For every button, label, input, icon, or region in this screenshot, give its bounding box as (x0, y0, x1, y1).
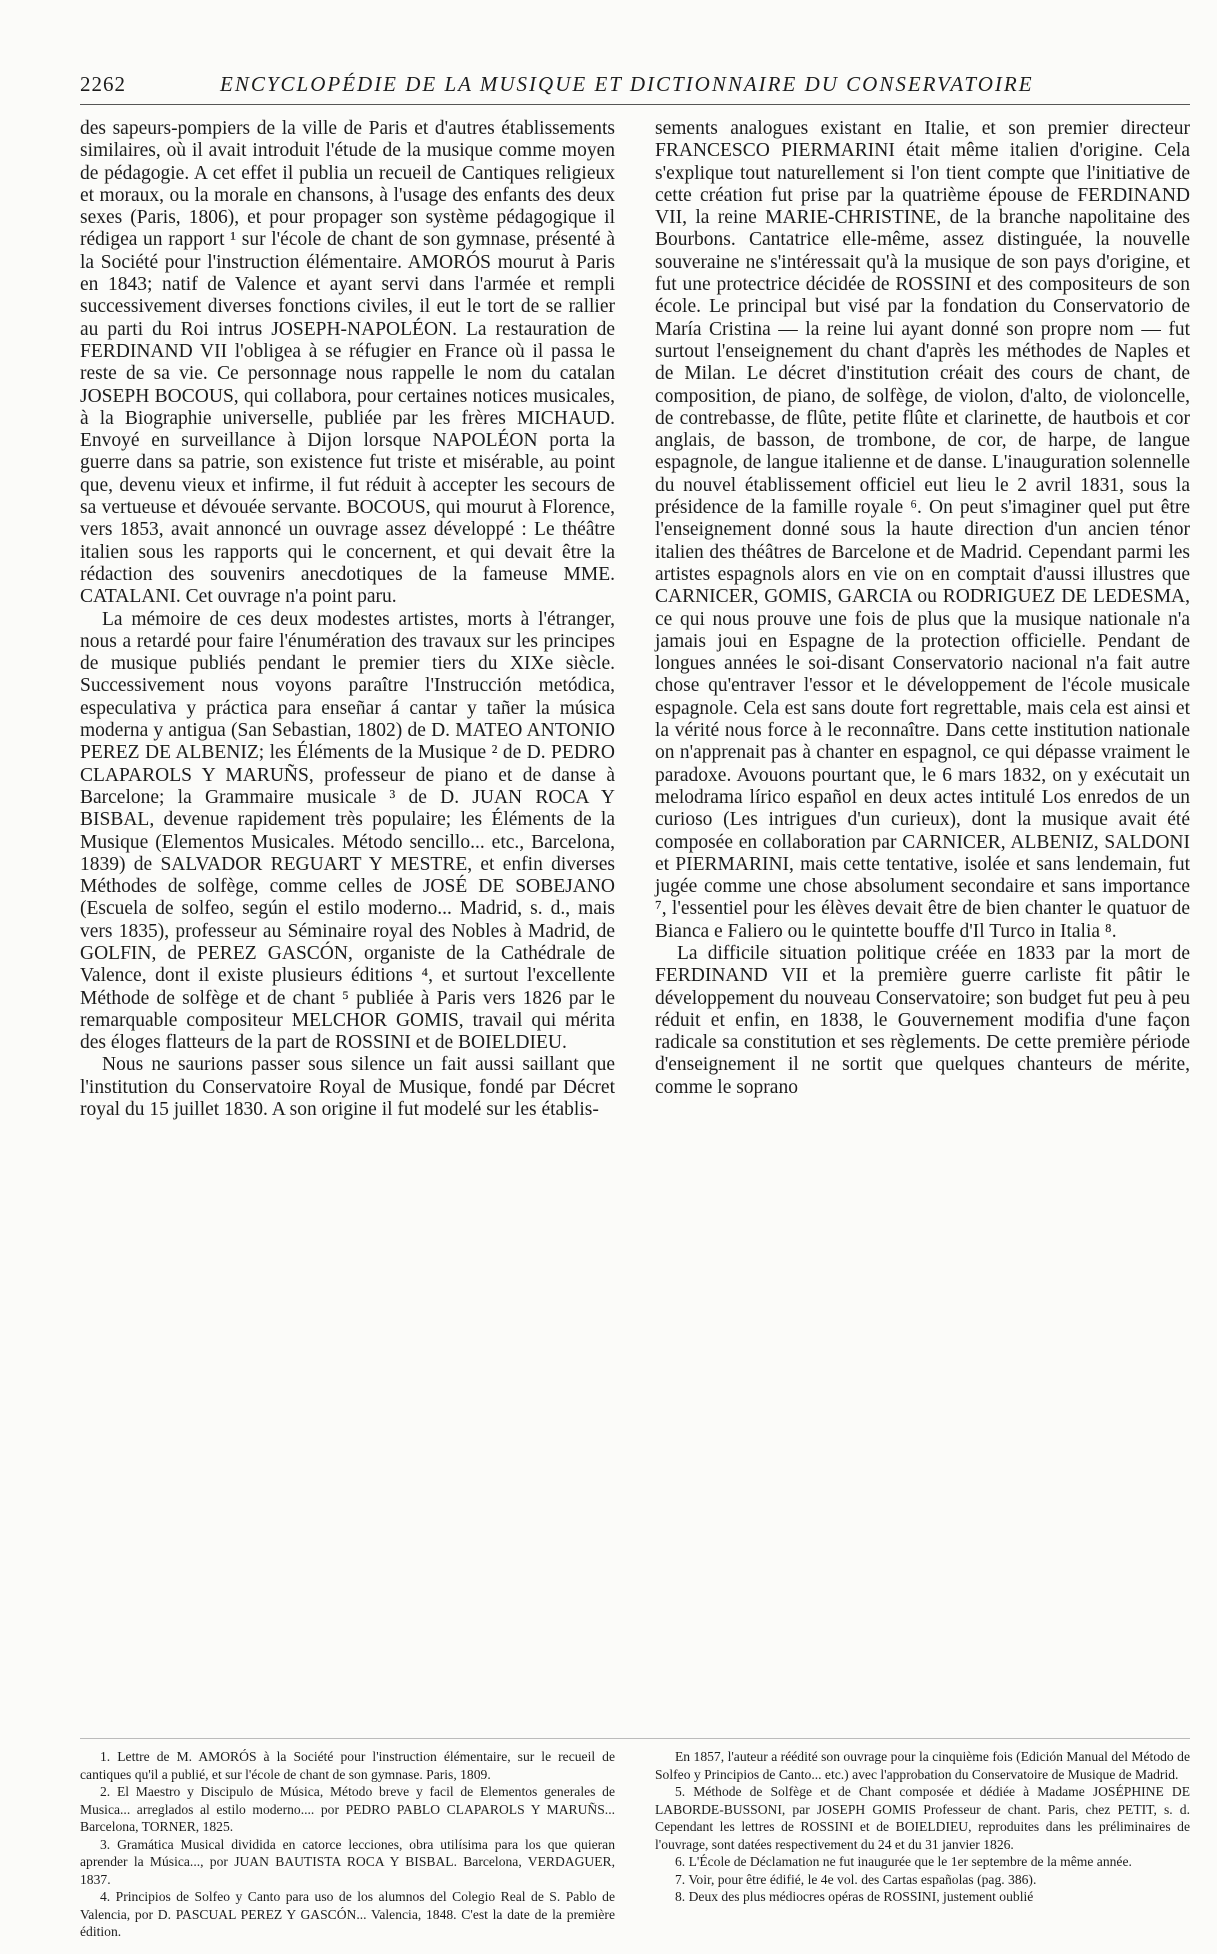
footnote: 6. L'École de Déclamation ne fut inaugurée que le 1er septembre de la même année. (675, 1854, 1132, 1869)
page-number: 2262 (80, 72, 126, 96)
left-column (80, 118, 615, 1121)
right-column (655, 118, 1190, 1099)
paragraph: La difficile situation politique créée en 1833 par la mort de FERDINAND VII et la première guerre carliste fit pâtir le développement du nouveau Conservatoire; son budget fut peu à peu réduit et enfin, en 1838, le Gouvernement modifia d'une façon radicale sa constitution et ses règlements. De cette première période d'enseignement il ne sortit que quelques chanteurs de mérite, comme le soprano (655, 942, 1190, 1098)
footnote: 5. Méthode de Solfège et de Chant composée et dédiée à Madame JOSÉPHINE DE LABORDE-BUSSONI, par JOSEPH GOMIS Professeur de chant. Paris, chez PETIT, s. d. Cependant les lettres de ROSSINI et de BOIELDIEU, reproduites dans les préliminaires de l'ouvrage, sont datées respectivement du 24 et du 31 janvier 1826. (655, 1784, 1190, 1852)
paragraph: sements analogues existant en Italie, et son premier directeur FRANCESCO PIERMARINI était même italien d'origine. Cela s'explique tout naturellement si l'on tient compte que l'initiative de cette création fut prise par la quatrième épouse de FERDINAND VII, la reine MARIE-CHRISTINE, de la branche napolitaine des Bourbons. Cantatrice elle-même, assez distinguée, la nouvelle souveraine ne s'intéressait qu'à la musique de son pays d'origine, et fut une protectrice décidée de ROSSINI et des compositeurs de son école. Le principal but visé par la fondation du Conservatorio de María Cristina — la reine lui ayant donné son propre nom — fut surtout l'enseignement du chant d'après les méthodes de Naples et de Milan. Le décret d'institution créait des cours de chant, de composition, de piano, de solfège, de violon, d'alto, de violoncelle, de contrebasse, de flûte, petite flûte et clarinette, de hautbois et cor anglais, de basson, de trombone, de cor, de harpe, de langue espagnole, de langue italienne et de danse. L'inauguration solennelle du nouvel établissement officiel eut lieu le 2 avril 1831, sous la présidence de la famille royale ⁶. On peut s'imaginer quel put être l'enseignement donné sous la haute direction d'un ancien ténor italien des théâtres de Barcelone et de Madrid. Cependant parmi les artistes espagnols alors en vie on en comptait d'aussi illustres que CARNICER, GOMIS, GARCIA ou RODRIGUEZ DE LEDESMA, ce qui nous prouve une fois de plus que la musique nationale n'a jamais joui en Espagne de la protection officielle. Pendant de longues années le soi-disant Conservatorio nacional n'a fait autre chose qu'entraver l'essor et le développement de l'école musicale espagnole. Cela est sans doute fort regrettable, mais cela est ainsi et la vérité nous force à le reconnaître. Dans cette institution nationale on n'apprenait pas à chanter en espagnol, ce qui dépasse vraiment le paradoxe. Avouons pourtant que, le 6 mars 1832, on y exécutait un melodrama lírico español en deux actes intitulé Los enredos de un curioso (Les intrigues d'un curieux), dont la musique avait été composée en collaboration par CARNICER, ALBENIZ, SALDONI et PIERMARINI, mais cette tentative, isolée et sans lendemain, fut jugée comme une chose absolument secondaire et sans importance ⁷, l'essentiel pour les élèves devait être de bien chanter le quatuor de Bianca e Faliero ou le quintette bouffe d'Il Turco in Italia ⁸. (655, 118, 1190, 942)
footnote: 3. Gramática Musical dividida en catorce lecciones, obra utilísima para los que quieran aprender la Música..., por JUAN BAUTISTA ROCA Y BISBAL. Barcelona, VERDAGUER, 1837. (80, 1836, 615, 1887)
footnote: 1. Lettre de M. AMORÓS à la Société pour l'instruction élémentaire, sur le recueil de cantiques qu'il a publié, et sur l'école de chant de son gymnase. Paris, 1809. (80, 1749, 615, 1782)
footnote-rule (80, 1738, 1190, 1739)
footnote: 2. El Maestro y Discipulo de Música, Método breve y facil de Elementos generales de Musica... arreglados al estilo moderno.... por PEDRO PABLO CLAPAROLS Y MARUÑS... Barcelona, TORNER, 1825. (80, 1784, 615, 1834)
running-title: ENCYCLOPÉDIE DE LA MUSIQUE ET DICTIONNAIRE DU CONSERVATOIRE (220, 72, 1034, 96)
paragraph: des sapeurs-pompiers de la ville de Paris et d'autres établissements similaires, où il avait introduit l'étude de la musique comme moyen de pédagogie. A cet effet il publia un recueil de Cantiques religieux et moraux, ou la morale en chansons, à l'usage des enfants des deux sexes (Paris, 1806), et pour propager son système pédagogique il rédigea un rapport ¹ sur l'école de chant de son gymnase, présenté à la Société pour l'instruction élémentaire. AMORÓS mourut à Paris en 1843; natif de Valence et ayant servi dans l'armée et rempli successivement diverses fonctions civiles, il eut le tort de se rallier au parti du Roi intrus JOSEPH-NAPOLÉON. La restauration de FERDINAND VII l'obligea à se réfugier en France où il passa le reste de sa vie. Ce personnage nous rappelle le nom du catalan JOSEPH BOCOUS, qui collabora, pour certaines notices musicales, à la Biographie universelle, publiée par les frères MICHAUD. Envoyé en surveillance à Dijon lorsque NAPOLÉON porta la guerre dans sa patrie, son existence fut triste et misérable, au point que, devenu vieux et infirme, il fut réduit à accepter les secours de sa vertueuse et dévouée servante. BOCOUS, qui mourut à Florence, vers 1853, avait annoncé un ouvrage assez développé : Le théâtre italien sous les rapports qui le concernent, et qui devait être la rédaction des souvenirs anecdotiques de la fameuse MME. CATALANI. Cet ouvrage n'a point paru. (80, 118, 615, 608)
footnotes-right (655, 1748, 1190, 1906)
footnote: 7. Voir, pour être édifié, le 4e vol. des Cartas españolas (pag. 386). (675, 1871, 1037, 1887)
footnote: 4. Principios de Solfeo y Canto para uso de los alumnos del Colegio Real de S. Pablo de Valencia, por D. PASCUAL PEREZ Y GASCÓN... Valencia, 1848. C'est la date de la première édition. (80, 1889, 615, 1939)
paragraph: Nous ne saurions passer sous silence un fait aussi saillant que l'institution du Conservatoire Royal de Musique, fondé par Décret royal du 15 juillet 1830. A son origine il fut modelé sur les établis- (80, 1054, 615, 1121)
header-rule (80, 104, 1190, 105)
footnote: En 1857, l'auteur a réédité son ouvrage pour la cinquième fois (Edición Manual del Método de Solfeo y Principios de Canto... etc.) avec l'approbation du Conservatoire de Musique de Madrid. (655, 1749, 1190, 1782)
paragraph: La mémoire de ces deux modestes artistes, morts à l'étranger, nous a retardé pour faire l'énumération des travaux sur les principes de musique publiés pendant le premier tiers du XIXe siècle. Successivement nous voyons paraître l'Instrucción metódica, especulativa y práctica para enseñar á cantar y tañer la música moderna y antigua (San Sebastian, 1802) de D. MATEO ANTONIO PEREZ DE ALBENIZ; les Éléments de la Musique ² de D. PEDRO CLAPAROLS Y MARUÑS, professeur de piano et de danse à Barcelone; la Grammaire musicale ³ de D. JUAN ROCA Y BISBAL, devenue rapidement très populaire; les Éléments de la Musique (Elementos Musicales. Método sencillo... etc., Barcelona, 1839) de SALVADOR REGUART Y MESTRE, et enfin diverses Méthodes de solfège, comme celles de JOSÉ DE SOBEJANO (Escuela de solfeo, según el estilo moderno... Madrid, s. d., mais vers 1835), professeur au Séminaire royal des Nobles à Madrid, de GOLFIN, de PEREZ GASCÓN, organiste de la Cathédrale de Valence, dont il existe plusieurs éditions ⁴, et surtout l'excellente Méthode de solfège et de chant ⁵ publiée à Paris vers 1826 par le remarquable compositeur MELCHOR GOMIS, travail qui mérita des éloges flatteurs de la part de ROSSINI et de BOIELDIEU. (80, 608, 615, 1054)
page-header (80, 70, 1190, 104)
footnote: 8. Deux des plus médiocres opéras de ROSSINI, justement oublié (675, 1889, 1034, 1904)
footnotes-left (80, 1748, 615, 1941)
